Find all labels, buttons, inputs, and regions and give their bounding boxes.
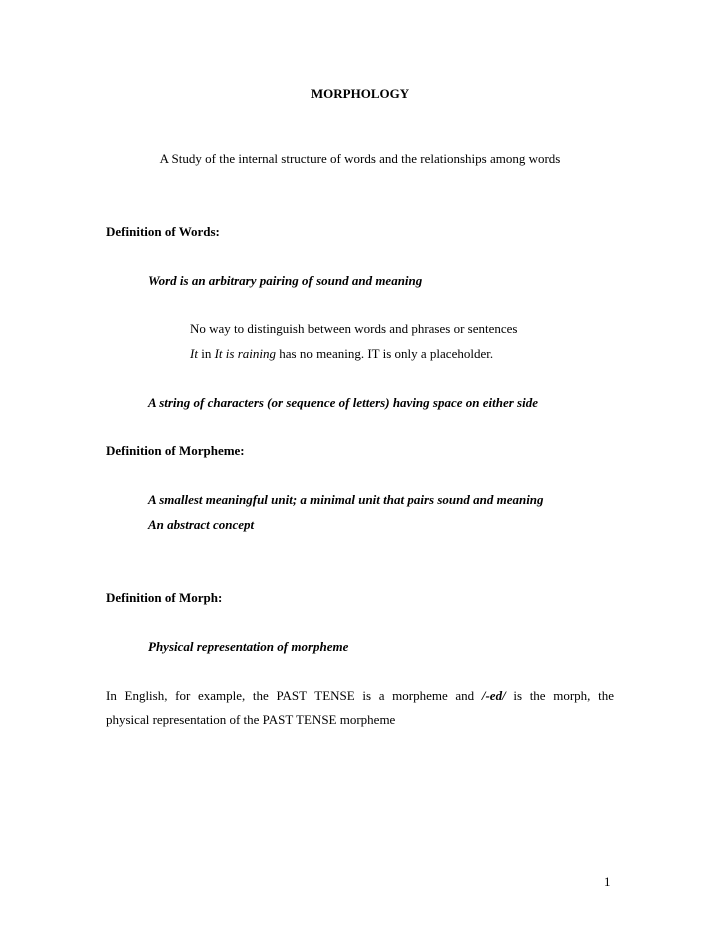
- morpheme-definition-1: A smallest meaningful unit; a minimal unit that pairs sound and meaning: [148, 492, 544, 507]
- note-it-word: It: [190, 346, 198, 361]
- words-definition-2: A string of characters (or sequence of letters) having space on either side: [148, 395, 538, 410]
- note-rest: has no meaning. IT is only a placeholder.: [275, 346, 494, 361]
- morph-example-line-2: physical representation of the PAST TENSE morpheme: [106, 712, 396, 727]
- morph-heading: Definition of Morph:: [106, 590, 223, 605]
- morpheme-definition-2: An abstract concept: [148, 517, 255, 532]
- morph-definition: Physical representation of morpheme: [148, 639, 349, 654]
- note-in-word: in: [197, 346, 215, 361]
- words-definition-1: Word is an arbitrary pairing of sound and meaning: [148, 273, 423, 288]
- words-note-1: No way to distinguish between words and phrases or sentences: [190, 321, 518, 336]
- morpheme-heading: Definition of Morpheme:: [106, 443, 245, 458]
- example-part-1: In English, for example, the PAST TENSE is a morpheme and: [106, 688, 482, 703]
- document-title: MORPHOLOGY: [310, 86, 410, 101]
- morph-example-line-1: [106, 688, 614, 704]
- example-morph: /-ed/: [481, 688, 506, 703]
- page-number: 1: [604, 874, 611, 889]
- words-heading: Definition of Words:: [106, 224, 220, 239]
- note-example-phrase: It is raining: [214, 346, 276, 361]
- words-note-2: [190, 346, 493, 362]
- document-subtitle: A Study of the internal structure of words and the relationships among words: [159, 151, 561, 166]
- example-part-2: is the morph, the: [505, 688, 614, 703]
